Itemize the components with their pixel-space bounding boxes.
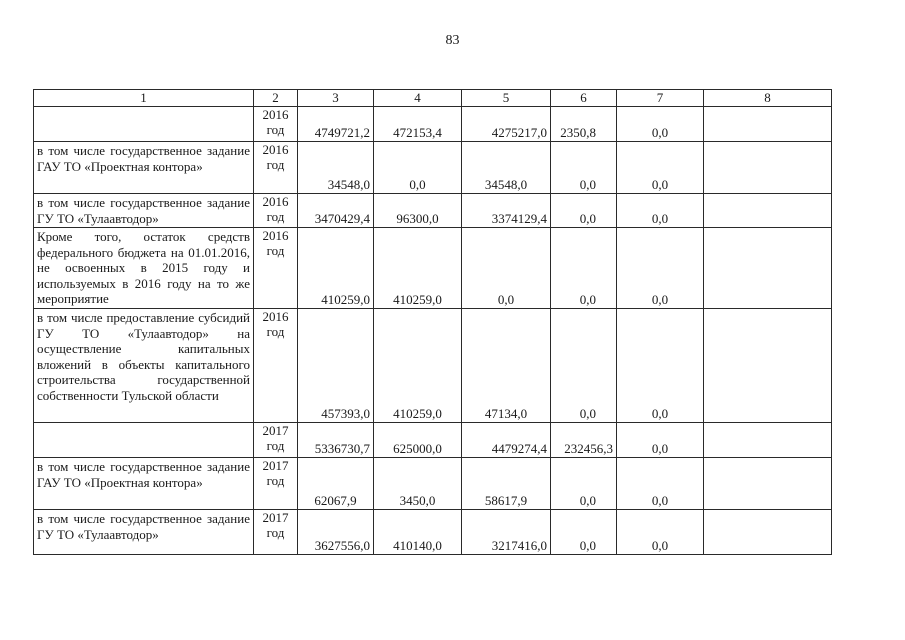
row-year <box>254 142 298 194</box>
table-row <box>34 510 832 555</box>
cell-col7: 0,0 <box>617 510 704 555</box>
cell-col8 <box>704 309 832 423</box>
row-description: в том числе государственное задание ГУ ТО «Тулаавтодор» <box>34 510 254 555</box>
table-row <box>34 228 832 309</box>
column-header: 7 <box>617 90 704 107</box>
budget-table <box>33 89 832 555</box>
column-header: 3 <box>298 90 374 107</box>
year-unit: год <box>266 243 285 258</box>
row-year <box>254 309 298 423</box>
row-year <box>254 228 298 309</box>
row-year <box>254 107 298 142</box>
column-header: 4 <box>374 90 462 107</box>
cell-col7: 0,0 <box>617 228 704 309</box>
table-row <box>34 309 832 423</box>
row-description: Кроме того, остаток средств федерального бюджета на 01.01.2016, не освоенных в 2015 году и используемых в 2016 году на то же мероприятие <box>34 228 254 309</box>
cell-col3: 62067,9 <box>298 458 374 510</box>
cell-col5: 3217416,0 <box>462 510 551 555</box>
cell-col5: 0,0 <box>462 228 551 309</box>
year-unit: год <box>266 438 285 453</box>
column-header: 1 <box>34 90 254 107</box>
year-value: 2017 <box>262 458 289 473</box>
cell-col5: 34548,0 <box>462 142 551 194</box>
cell-col7: 0,0 <box>617 142 704 194</box>
cell-col4: 0,0 <box>374 142 462 194</box>
cell-col8 <box>704 423 832 458</box>
cell-col7: 0,0 <box>617 309 704 423</box>
table-row <box>34 107 832 142</box>
row-year <box>254 194 298 228</box>
year-unit: год <box>266 209 285 224</box>
cell-col7: 0,0 <box>617 107 704 142</box>
year-value: 2016 <box>262 309 289 324</box>
table-row <box>34 423 832 458</box>
year-value: 2016 <box>262 107 289 122</box>
header-row <box>34 90 832 107</box>
cell-col4: 410140,0 <box>374 510 462 555</box>
cell-col8 <box>704 107 832 142</box>
cell-col7: 0,0 <box>617 458 704 510</box>
cell-col7: 0,0 <box>617 423 704 458</box>
cell-col5: 3374129,4 <box>462 194 551 228</box>
column-header: 6 <box>551 90 617 107</box>
row-description <box>34 107 254 142</box>
cell-col6: 0,0 <box>551 309 617 423</box>
cell-col6: 0,0 <box>551 194 617 228</box>
year-value: 2017 <box>262 510 289 525</box>
year-unit: год <box>266 473 285 488</box>
cell-col3: 34548,0 <box>298 142 374 194</box>
year-value: 2016 <box>262 228 289 243</box>
column-header: 8 <box>704 90 832 107</box>
year-value: 2017 <box>262 423 289 438</box>
cell-col8 <box>704 194 832 228</box>
row-description: в том числе государственное задание ГУ ТО «Тулаавтодор» <box>34 194 254 228</box>
cell-col4: 472153,4 <box>374 107 462 142</box>
row-year <box>254 510 298 555</box>
year-unit: год <box>266 157 285 172</box>
row-description: в том числе государственное задание ГАУ ТО «Проектная контора» <box>34 142 254 194</box>
cell-col6: 0,0 <box>551 458 617 510</box>
page-number: 83 <box>445 33 460 48</box>
table-row <box>34 458 832 510</box>
cell-col4: 410259,0 <box>374 228 462 309</box>
table-row <box>34 194 832 228</box>
cell-col5: 58617,9 <box>462 458 551 510</box>
cell-col5: 47134,0 <box>462 309 551 423</box>
cell-col4: 625000,0 <box>374 423 462 458</box>
cell-col5: 4479274,4 <box>462 423 551 458</box>
cell-col6: 0,0 <box>551 142 617 194</box>
cell-col8 <box>704 228 832 309</box>
cell-col3: 3470429,4 <box>298 194 374 228</box>
cell-col3: 457393,0 <box>298 309 374 423</box>
row-year <box>254 423 298 458</box>
cell-col8 <box>704 142 832 194</box>
year-unit: год <box>266 324 285 339</box>
cell-col8 <box>704 458 832 510</box>
row-description: в том числе государственное задание ГАУ ТО «Проектная контора» <box>34 458 254 510</box>
cell-col5: 4275217,0 <box>462 107 551 142</box>
cell-col4: 410259,0 <box>374 309 462 423</box>
cell-col4: 3450,0 <box>374 458 462 510</box>
cell-col3: 410259,0 <box>298 228 374 309</box>
year-value: 2016 <box>262 142 289 157</box>
year-value: 2016 <box>262 194 289 209</box>
year-unit: год <box>266 122 285 137</box>
column-header: 5 <box>462 90 551 107</box>
cell-col7: 0,0 <box>617 194 704 228</box>
row-year <box>254 458 298 510</box>
cell-col3: 5336730,7 <box>298 423 374 458</box>
cell-col4: 96300,0 <box>374 194 462 228</box>
cell-col6: 232456,3 <box>551 423 617 458</box>
column-header: 2 <box>254 90 298 107</box>
cell-col8 <box>704 510 832 555</box>
row-description: в том числе предоставление субсидий ГУ ТО «Тулаавтодор» на осуществление капитальных вложений в объекты капитального строительства государственной собственности Тульской области <box>34 309 254 423</box>
cell-col3: 4749721,2 <box>298 107 374 142</box>
cell-col6: 0,0 <box>551 228 617 309</box>
cell-col3: 3627556,0 <box>298 510 374 555</box>
cell-col6: 0,0 <box>551 510 617 555</box>
year-unit: год <box>266 525 285 540</box>
table-row <box>34 142 832 194</box>
cell-col6: 2350,8 <box>551 107 617 142</box>
row-description <box>34 423 254 458</box>
